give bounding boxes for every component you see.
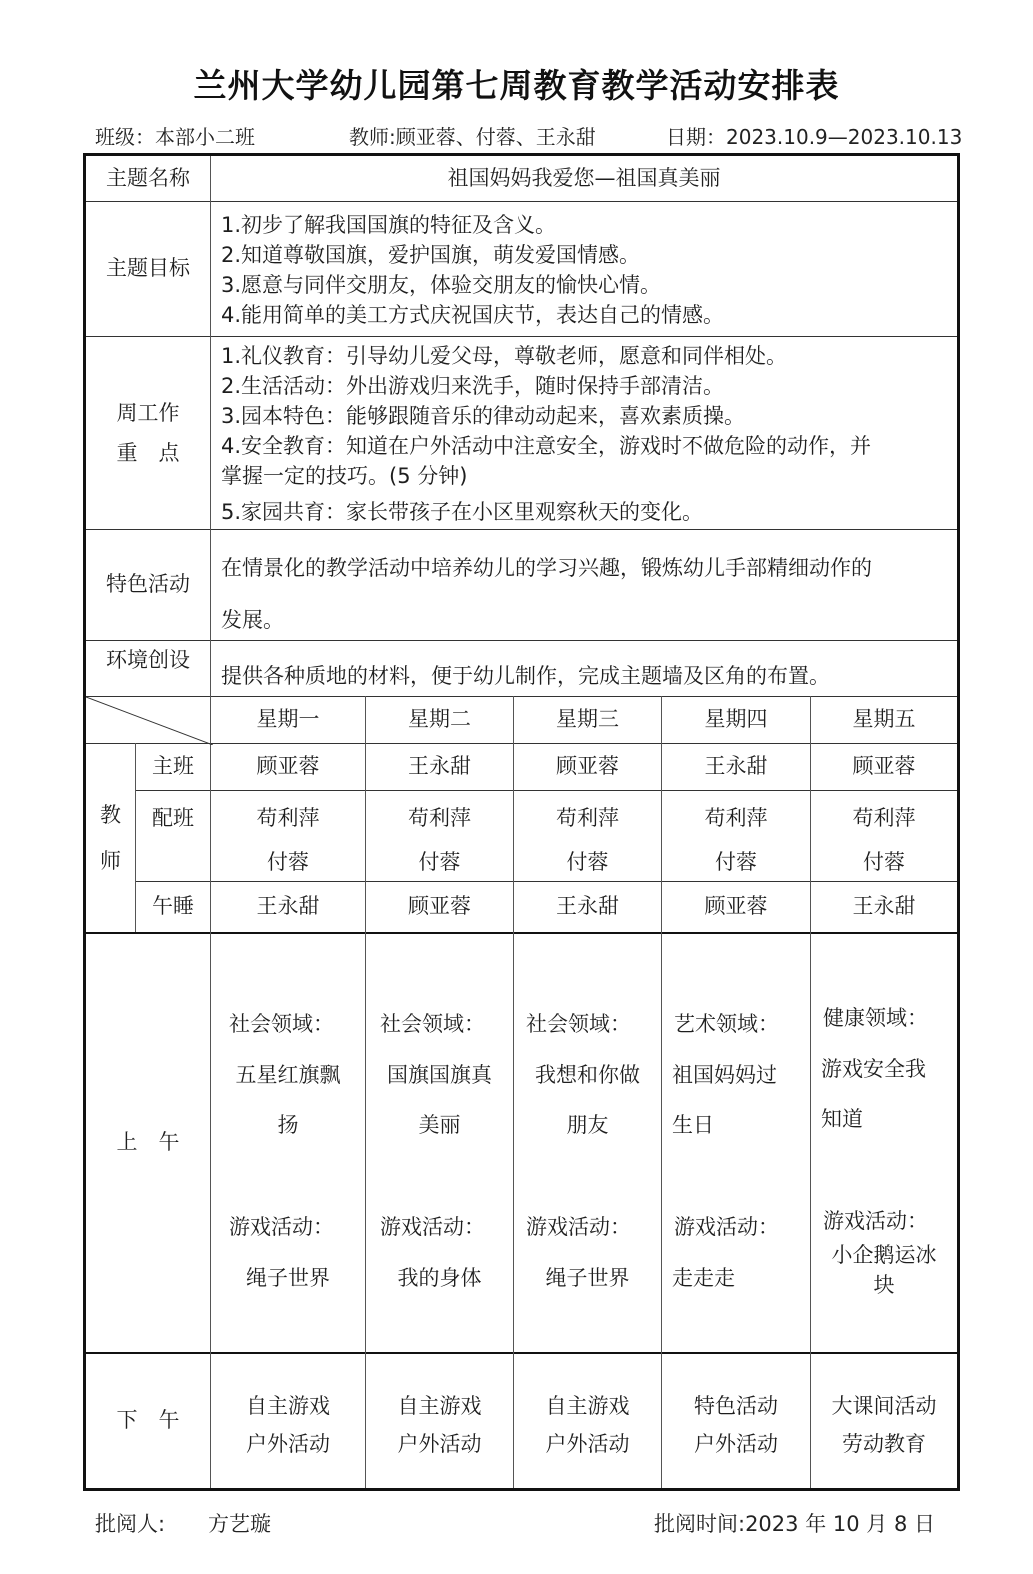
assist-teacher-label: 配班 xyxy=(152,806,194,830)
morning-game: 小企鹅运冰 xyxy=(831,1243,937,1267)
morning-domain: 社会领域： xyxy=(229,1012,334,1036)
morning-lesson: 五星红旗飘 xyxy=(235,1063,341,1087)
afternoon-activity: 自主游戏 xyxy=(545,1394,630,1418)
nap-teacher-cell: 王永甜 xyxy=(556,894,619,919)
lead-teacher-label: 主班 xyxy=(152,754,194,779)
day-header-fri: 星期五 xyxy=(852,707,916,732)
lead-teacher-cell: 顾亚蓉 xyxy=(852,754,916,779)
theme-name-label: 主题名称 xyxy=(106,165,190,190)
reviewer-name: 方艺璇 xyxy=(208,1512,271,1536)
assist-teacher-cell: 付蓉 xyxy=(418,850,461,874)
morning-game-label: 游戏活动： xyxy=(229,1215,334,1239)
assist-teacher-cell: 付蓉 xyxy=(715,850,757,874)
nap-teacher-label: 午睡 xyxy=(152,894,194,919)
morning-lesson: 国旗国旗真 xyxy=(387,1063,492,1087)
weekly-focus-label-line2: 重 点 xyxy=(116,441,180,465)
goal-item: 2.知道尊敬国旗，爱护国旗，萌发爱国情感。 xyxy=(221,243,641,267)
morning-game-label: 游戏活动： xyxy=(380,1215,485,1239)
feature-activity-text xyxy=(211,530,957,640)
focus-item: 4.安全教育：知道在户外活动中注意安全，游戏时不做危险的动作，并 xyxy=(221,434,872,458)
morning-game: 绳子世界 xyxy=(545,1266,630,1290)
nap-teacher-cell: 顾亚蓉 xyxy=(704,894,768,919)
feature-activity-label: 特色活动 xyxy=(106,572,190,597)
afternoon-activity: 户外活动 xyxy=(545,1432,630,1456)
nap-teacher-cell: 顾亚蓉 xyxy=(408,894,471,919)
teachers-group-label: 教 师 xyxy=(100,803,121,873)
afternoon-activity: 大课间活动 xyxy=(831,1394,937,1418)
weekly-focus-label-line1: 周工作 xyxy=(116,401,180,425)
goal-item: 3.愿意与同伴交朋友，体验交朋友的愉快心情。 xyxy=(221,273,662,297)
morning-game-label: 游戏活动： xyxy=(674,1215,779,1239)
morning-game: 块 xyxy=(873,1273,895,1297)
morning-lesson: 朋友 xyxy=(566,1113,609,1137)
morning-domain: 健康领域： xyxy=(823,1006,928,1030)
theme-goals-list xyxy=(211,202,957,336)
morning-domain: 社会领域： xyxy=(526,1012,631,1036)
nap-teacher-cell: 王永甜 xyxy=(256,894,320,919)
row-divider xyxy=(135,790,957,791)
assist-teacher-cell: 苟利萍 xyxy=(256,806,320,830)
morning-domain: 社会领域： xyxy=(380,1012,485,1036)
morning-lesson: 扬 xyxy=(277,1113,299,1137)
day-header-wed: 星期三 xyxy=(556,707,619,732)
morning-lesson: 祖国妈妈过 xyxy=(672,1063,777,1087)
morning-game-label: 游戏活动： xyxy=(823,1209,928,1233)
focus-item: 掌握一定的技巧。(5 分钟) xyxy=(221,464,468,488)
weekly-focus-list xyxy=(211,337,957,529)
morning-lesson: 知道 xyxy=(821,1107,863,1131)
schedule-table xyxy=(83,153,960,1491)
feature-activity-line: 发展。 xyxy=(221,608,284,632)
morning-game: 我的身体 xyxy=(397,1266,482,1290)
morning-domain: 艺术领域： xyxy=(674,1012,779,1036)
goal-item: 4.能用简单的美工方式庆祝国庆节，表达自己的情感。 xyxy=(221,303,725,327)
feature-activity-line: 在情景化的教学活动中培养幼儿的学习兴趣，锻炼幼儿手部精细动作的 xyxy=(221,556,872,580)
assist-teacher-cell: 付蓉 xyxy=(267,850,309,874)
weekly-focus-label xyxy=(86,337,210,529)
lead-teacher-cell: 顾亚蓉 xyxy=(556,754,619,779)
focus-item: 2.生活活动：外出游戏归来洗手，随时保持手部清洁。 xyxy=(221,374,725,398)
afternoon-activity: 户外活动 xyxy=(397,1432,482,1456)
morning-label: 上 午 xyxy=(116,1130,180,1155)
focus-item: 3.园本特色：能够跟随音乐的律动动起来，喜欢素质操。 xyxy=(221,404,746,428)
afternoon-activity: 户外活动 xyxy=(246,1432,330,1456)
morning-game: 绳子世界 xyxy=(246,1266,330,1290)
diagonal-header-cell xyxy=(86,697,213,745)
afternoon-activity: 劳动教育 xyxy=(842,1432,926,1456)
nap-teacher-cell: 王永甜 xyxy=(852,894,916,919)
afternoon-label: 下 午 xyxy=(116,1407,180,1432)
environment-label: 环境创设 xyxy=(106,648,190,673)
assist-teacher-cell: 付蓉 xyxy=(566,850,609,874)
day-header-thu: 星期四 xyxy=(704,707,768,732)
morning-lesson: 生日 xyxy=(672,1113,714,1137)
class-info: 班级：本部小二班 xyxy=(95,125,255,149)
row-divider xyxy=(86,932,957,934)
assist-teacher-cell: 付蓉 xyxy=(863,850,905,874)
row-divider xyxy=(86,1352,957,1354)
day-header-tue: 星期二 xyxy=(408,707,471,732)
morning-lesson: 美丽 xyxy=(418,1113,461,1137)
focus-item: 5.家园共育：家长带孩子在小区里观察秋天的变化。 xyxy=(221,500,704,524)
theme-name-value: 祖国妈妈我爱您—祖国真美丽 xyxy=(447,165,721,190)
assist-teacher-cell: 苟利萍 xyxy=(704,806,768,830)
environment-value: 提供各种质地的材料，便于幼儿制作，完成主题墙及区角的布置。 xyxy=(221,664,830,688)
lead-teacher-cell: 顾亚蓉 xyxy=(256,754,320,779)
date-range: 日期：2023.10.9—2023.10.13 xyxy=(666,125,963,149)
focus-item: 1.礼仪教育：引导幼儿爱父母，尊敬老师，愿意和同伴相处。 xyxy=(221,344,788,368)
goal-item: 1.初步了解我国国旗的特征及含义。 xyxy=(221,213,557,237)
morning-game: 走走走 xyxy=(672,1266,735,1290)
teachers-info: 教师:顾亚蓉、付蓉、王永甜 xyxy=(349,125,596,149)
morning-game-label: 游戏活动： xyxy=(526,1215,631,1239)
reviewer-label: 批阅人: xyxy=(95,1512,166,1536)
afternoon-activity: 自主游戏 xyxy=(246,1394,330,1418)
lead-teacher-cell: 王永甜 xyxy=(704,754,768,779)
assist-teacher-cell: 苟利萍 xyxy=(556,806,619,830)
review-time: 批阅时间:2023 年 10 月 8 日 xyxy=(654,1512,935,1536)
assist-teacher-cell: 苟利萍 xyxy=(408,806,471,830)
afternoon-activity: 自主游戏 xyxy=(397,1394,482,1418)
afternoon-activity: 户外活动 xyxy=(694,1432,778,1456)
assist-teacher-cell: 苟利萍 xyxy=(852,806,916,830)
document-title: 兰州大学幼儿园第七周教育教学活动安排表 xyxy=(193,66,840,105)
theme-goals-label: 主题目标 xyxy=(106,256,190,281)
lead-teacher-cell: 王永甜 xyxy=(408,754,471,779)
day-header-mon: 星期一 xyxy=(256,707,320,732)
afternoon-activity: 特色活动 xyxy=(694,1394,778,1418)
morning-lesson: 我想和你做 xyxy=(535,1063,640,1087)
morning-lesson: 游戏安全我 xyxy=(821,1057,926,1081)
